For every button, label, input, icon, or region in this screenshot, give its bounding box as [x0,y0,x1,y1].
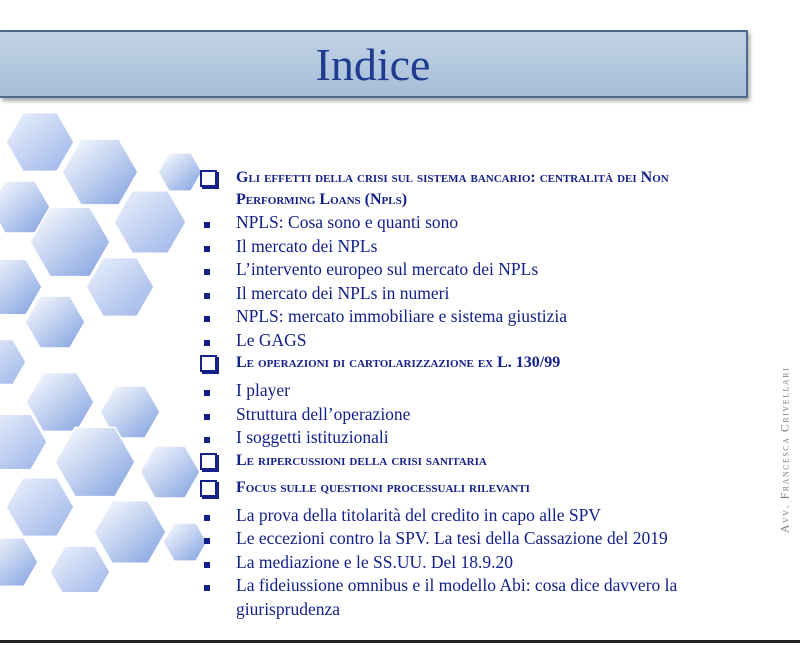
list-item [200,551,740,575]
index-list [200,167,740,621]
checkbox-icon [200,167,236,194]
section-heading [200,450,740,477]
item-text: Il mercato dei NPLs in numeri [236,282,450,303]
page-title: Indice [315,39,431,90]
item-text: I player [236,380,290,400]
item-text: Le eccezioni contro la SPV. La tesi della Cassazione del 2019 [236,528,668,548]
list-item [200,379,740,403]
item-text: Le operazioni di cartolarizzazione ex L. 130/99 [236,354,561,371]
bullet-icon [200,282,236,306]
item-text: L’intervento europeo sul mercato dei NPLs [236,259,539,279]
bullet-icon [200,211,236,235]
bullet-icon [200,426,236,450]
section-heading [200,352,740,379]
hexagon-decoration-icon [0,112,215,592]
side-author [770,330,800,570]
item-text: NPLS: mercato immobiliare e sistema giustizia [236,306,567,326]
bullet-icon [200,379,236,403]
item-text: Gli effetti della crisi sul sistema bancario: centralità dei Non Performing Loans (Npls) [236,169,669,208]
list-item [200,426,740,450]
list-item [200,329,740,353]
item-text: Focus sulle questioni processuali rilevanti [236,478,530,496]
bullet-icon [200,235,236,259]
list-item [200,258,740,282]
list-item [200,504,740,528]
item-text: La fideiussione omnibus e il modello Abi: cosa dice davvero la giurisprudenza [236,575,678,619]
list-item [200,282,740,306]
section-heading [200,167,740,211]
item-text: Le GAGS [236,329,307,350]
item-text: NPLS: Cosa sono e quanti sono [236,212,459,232]
bullet-icon [200,551,236,575]
bullet-icon [200,403,236,427]
item-text: Struttura dell’operazione [236,403,411,424]
bullet-icon [200,527,236,551]
title-bar [0,30,748,98]
bullet-icon [200,305,236,329]
checkbox-icon [200,477,236,504]
list-item [200,403,740,427]
item-text: La prova della titolarità del credito in capo alle SPV [236,504,601,525]
list-item [200,527,740,551]
list-item [200,235,740,259]
bullet-icon [200,504,236,528]
item-text: Il mercato dei NPLs [236,235,378,256]
item-text: Le ripercussioni della crisi sanitaria [236,451,487,469]
list-item [200,305,740,329]
section-heading [200,477,740,504]
checkbox-icon [200,352,236,379]
checkbox-icon [200,450,236,477]
item-text: I soggetti istituzionali [236,427,389,447]
author-name: Avv. Francesca Crivellari [777,366,792,534]
bullet-icon [200,258,236,282]
item-text: La mediazione e le SS.UU. Del 18.9.20 [236,551,514,572]
bullet-icon [200,574,236,598]
list-item [200,211,740,235]
bottom-divider [0,640,800,643]
list-item [200,574,740,621]
bullet-icon [200,329,236,353]
